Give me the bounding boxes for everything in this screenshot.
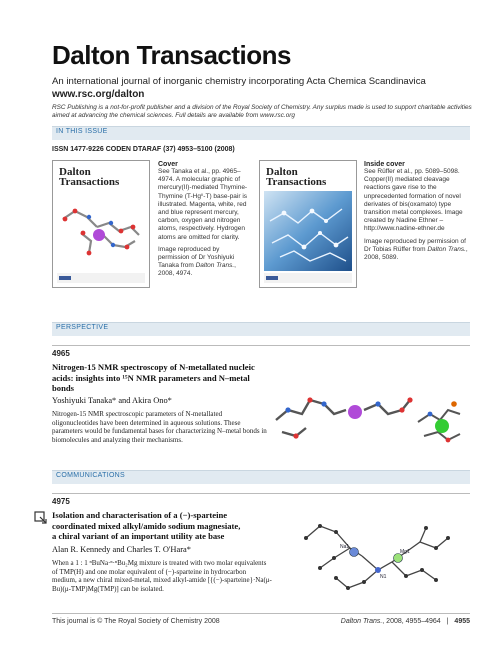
cover-credit: Image reproduced by permission of Dr Yoshiyuki Tanaka from Dalton Trans., 2008, 4974.: [158, 245, 236, 278]
mg-atom-label: Mg1: [400, 549, 410, 555]
publisher-disclaimer: RSC Publishing is a not-for-profit publisher and a division of the Royal Society of Chemistry. Any surplus made is used to support charitable activities aimed at advancing the chemical sciences. Full details are available from www.rsc.org: [52, 104, 472, 120]
perspective-article-title[interactable]: Nitrogen-15 NMR spectroscopy of N-metallated nucleic acids: insights into ¹⁵N NMR parameters and N–metal bonds: [52, 362, 255, 393]
footer-citation: Dalton Trans., 2008, 4955–4964 | 4955: [340, 618, 470, 625]
cover-thumbnail[interactable]: [52, 160, 150, 288]
journal-website-link[interactable]: www.rsc.org/dalton: [52, 89, 145, 100]
inside-cover-description: See Rüffer et al., pp. 5089–5098. Copper(II) mediated cleavage reactions gave rise to the unprecedented formation of novel derivates of bis(oxamato) type transition metal complexes. Image created by Nadine Ethner – http://www.nadine-ethner.de: [364, 168, 463, 233]
communications-page-number: 4975: [52, 497, 70, 506]
cover-thumb-title: Dalton Transactions: [59, 166, 120, 188]
communications-label: COMMUNICATIONS: [56, 472, 126, 479]
footer-copyright: This journal is © The Royal Society of Chemistry 2008: [52, 618, 220, 625]
perspective-abstract: Nitrogen-15 NMR spectroscopic parameters of N-metallated oligonucleotides have been determined in aqueous solutions. These parameters would be fundamental bases for characterizing N–metal bonds in biomolecules and analyzing their mechanisms.: [52, 410, 267, 445]
inside-cover-credit: Image reproduced by permission of Dr Tobias Rüffer from Dalton Trans., 2008, 5089.: [364, 237, 468, 262]
communications-graphic: [296, 508, 456, 604]
communications-article-title[interactable]: Isolation and characterisation of a (−)-sparteine coordinated mixed alkyl/amido sodium magnesiate, a chiral variant of an important utility ate base: [52, 510, 241, 541]
inside-cover-caption: [364, 161, 470, 266]
perspective-authors: Yoshiyuki Tanaka* and Akira Ono*: [52, 396, 172, 405]
n-atom-label: N1: [380, 574, 387, 580]
in-this-issue-label: IN THIS ISSUE: [56, 128, 108, 135]
cover-caption: [158, 161, 250, 283]
perspective-label: PERSPECTIVE: [56, 324, 109, 331]
perspective-graphic: [268, 370, 468, 450]
issn-line: ISSN 1477-9226 CODEN DTARAF (37) 4953–5100 (2008): [52, 146, 235, 153]
journal-title: Dalton Transactions: [52, 40, 291, 70]
perspective-page-number: 4965: [52, 349, 70, 358]
perspective-bar: [52, 322, 470, 336]
na-atom-label: Na1: [340, 544, 350, 550]
footer-rule: [52, 613, 470, 614]
cover-heading: Cover: [158, 161, 178, 168]
inside-cover-thumb-title: Dalton Transactions: [266, 166, 327, 188]
inside-cover-heading: Inside cover: [364, 161, 405, 168]
in-this-issue-bar: [52, 126, 470, 140]
communications-rule: [52, 493, 470, 494]
inside-cover-thumbnail[interactable]: [259, 160, 357, 288]
journal-subtitle: An international journal of inorganic chemistry incorporating Acta Chemica Scandinavica: [52, 76, 426, 87]
cover-molecule-graphic: [53, 161, 149, 287]
communications-abstract: When a 1 : 1 ⁿBuNa·ⁿ·ⁿBu₂Mg mixture is treated with two molar equivalents of TMP(H) and one molar equivalent of (−)-sparteine in hydrocarbon medium, a new chiral mixed-metal, mixed alkyl-amide [{(−)-sparteine}·Na(μ-Bu)(μ-TMP)Mg(TMP)] can be isolated.: [52, 559, 272, 594]
perspective-rule: [52, 345, 470, 346]
cover-description: See Tanaka et al., pp. 4965–4974. A molecular graphic of mercury(II)-mediated Thymine-Thymine (T-Hgⁱⁱ-T) base-pair is illustrated. Magenta, white, red and blue represent mercury, carbon, oxygen and nitrogen atoms, respectively. Hydrogen atoms are omitted for clarity.: [158, 168, 248, 241]
open-access-icon: [34, 511, 48, 525]
communications-authors: Alan R. Kennedy and Charles T. O'Hara*: [52, 545, 191, 554]
inside-cover-graphic: [260, 161, 356, 287]
